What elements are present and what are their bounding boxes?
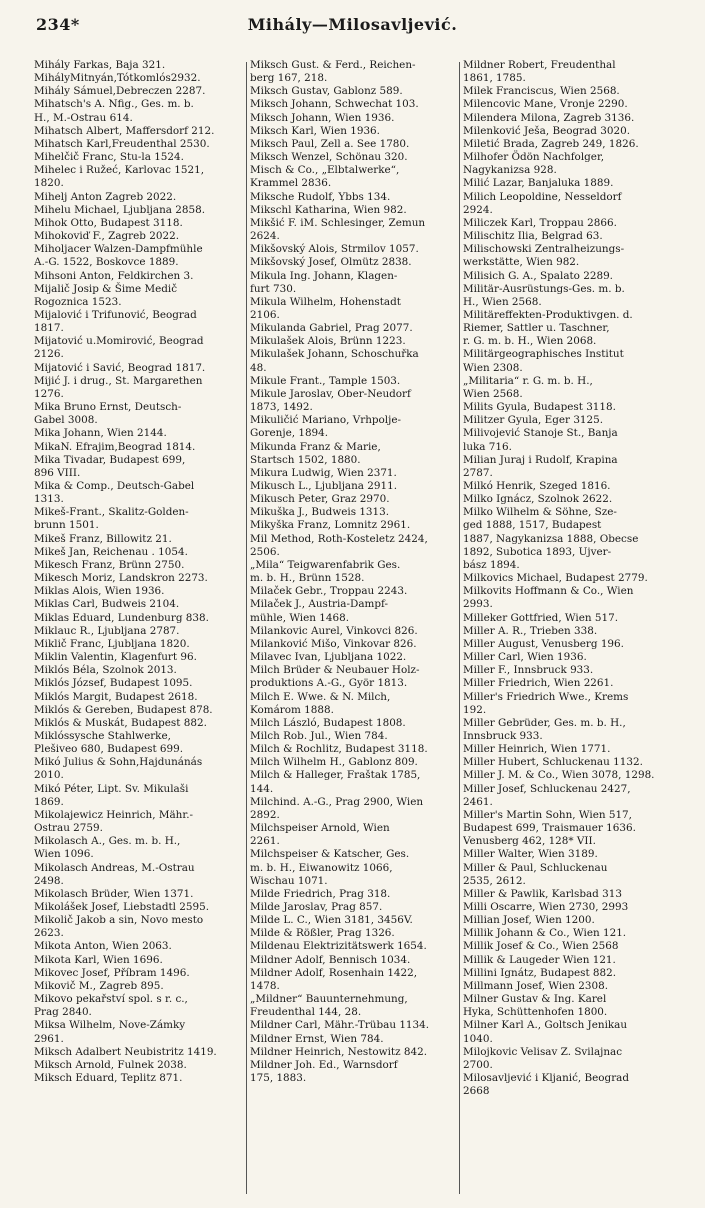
listing-line: Milivojević Stanoje St., Banja xyxy=(463,427,618,440)
listing-line: Mijić J. i drug., St. Margarethen xyxy=(34,374,203,387)
listing-line: Milchspeiser Arnold, Wien xyxy=(250,822,390,835)
listing-line: H., Wien 2568. xyxy=(463,295,542,308)
listing-line: werkstätte, Wien 982. xyxy=(463,256,580,269)
listing-line: Miller's Friedrich Wwe., Krems xyxy=(463,690,629,703)
listing-line: Mikolasch Brüder, Wien 1371. xyxy=(34,887,194,900)
listing-line: Miller Heinrich, Wien 1771. xyxy=(463,743,611,756)
listing-line: Mikula Wilhelm, Hohenstadt xyxy=(250,295,401,308)
listing-line: Milenković Ješa, Beograd 3020. xyxy=(463,124,630,137)
listing-line: Milencovic Mane, Vronje 2290. xyxy=(463,98,628,111)
listing-line: Mihály Farkas, Baja 321. xyxy=(34,59,166,71)
listing-line: Milch E. Wwe. & N. Milch, xyxy=(250,690,391,703)
listing-line: Milich Leopoldine, Nesseldorf xyxy=(463,190,622,203)
listing-line: Mikula Ing. Johann, Klagen- xyxy=(250,269,398,282)
listing-line: Miller A. R., Trieben 338. xyxy=(463,624,598,637)
listing-line: ged 1888, 1517, Budapest xyxy=(463,519,602,532)
listing-line: Mika & Comp., Deutsch-Gabel xyxy=(34,480,195,492)
listing-line: berg 167, 218. xyxy=(250,72,328,85)
listing-line: Milhofer Ödön Nachfolger, xyxy=(463,151,605,164)
listing-line: Prag 2840. xyxy=(34,1006,92,1019)
listing-line: Milner Gustav & Ing. Karel xyxy=(463,993,607,1006)
listing-line: Milendera Milona, Zagreb 3136. xyxy=(463,111,635,124)
listing-line: Mildenau Elektrizitätswerk 1654. xyxy=(250,940,427,953)
listing-line: Mihatsch Karl,Freudenthal 2530. xyxy=(34,137,210,150)
listing-line: 175, 1883. xyxy=(250,1072,307,1085)
listing-line: furt 730. xyxy=(250,282,297,295)
listing-line: Mihelu Michael, Ljubljana 2858. xyxy=(34,203,206,216)
listing-line: Milischowski Zentralheizungs- xyxy=(463,243,625,256)
listing-line: Miksch Arnold, Fulnek 2038. xyxy=(34,1058,187,1071)
listing-line: 896 VIII. xyxy=(34,466,81,479)
listing-line: Mikuličić Mariano, Vrhpolje- xyxy=(250,414,402,427)
column-divider xyxy=(246,62,247,1194)
listing-line: Krammel 2836. xyxy=(250,177,332,190)
listing-line: Miksch Eduard, Teplitz 871. xyxy=(34,1072,183,1085)
listing-line: Miklas Carl, Budweis 2104. xyxy=(34,598,180,611)
listing-line: Mildner Adolf, Bennisch 1034. xyxy=(250,953,411,966)
listing-line: Miller & Paul, Schluckenau xyxy=(463,861,608,874)
page-title: Mihály—Milosavljević. xyxy=(247,15,458,34)
listing-line: Mijalič Josip & Šime Medič xyxy=(34,282,178,295)
listing-line: Milch & Rochlitz, Budapest 3118. xyxy=(250,743,428,756)
listing-line: Miller Friedrich, Wien 2261. xyxy=(463,677,614,690)
listing-line: Mikšić F. iM. Schlesinger, Zemun xyxy=(250,216,426,229)
listing-line: Miller Hubert, Schluckenau 1132. xyxy=(463,756,643,769)
listing-line: Mijalović i Trifunović, Beograd xyxy=(34,308,197,321)
listing-line: Millik Johann & Co., Wien 121. xyxy=(463,927,627,940)
listing-line: Milić Lazar, Banjaluka 1889. xyxy=(463,177,614,190)
listing-line: Milkovits Hoffmann & Co., Wien xyxy=(463,585,634,598)
listing-line: Mika Bruno Ernst, Deutsch- xyxy=(34,401,182,414)
listing-line: Milde Jaroslav, Prag 857. xyxy=(250,901,383,913)
listing-line: Miklós József, Budapest 1095. xyxy=(34,677,193,690)
listing-line: Mildner Ernst, Wien 784. xyxy=(250,1032,384,1045)
listing-line: Miletić Brada, Zagreb 249, 1826. xyxy=(463,137,639,150)
listing-line: 1820. xyxy=(34,177,64,190)
listing-line: Miller & Pawlik, Karlsbad 313 xyxy=(463,887,622,900)
listing-line: Startsch 1502, 1880. xyxy=(250,453,361,466)
column-left xyxy=(34,59,244,1202)
listing-line: produktions A.-G., Györ 1813. xyxy=(250,677,408,690)
listing-line: Mihsoni Anton, Feldkirchen 3. xyxy=(34,269,194,282)
listing-line: 1861, 1785. xyxy=(463,72,526,85)
listing-line: Milankovic Aurel, Vinkovci 826. xyxy=(250,624,418,637)
listing-line: Mildner Carl, Mähr.-Trübau 1134. xyxy=(250,1019,430,1032)
listing-line: Miller Josef, Schluckenau 2427, xyxy=(463,782,631,795)
listing-line: Milleker Gottfried, Wien 517. xyxy=(463,611,619,624)
listing-line: Mikó Julius & Sohn,Hajdunánás xyxy=(34,756,203,769)
column-right xyxy=(463,59,677,1202)
listing-line: Mikovo pekařství spol. s r. c., xyxy=(34,993,188,1006)
listing-line: Milko Wilhelm & Söhne, Sze- xyxy=(463,506,617,519)
listing-line: Mikule Jaroslav, Ober-Neudorf xyxy=(250,387,411,400)
column-divider xyxy=(459,62,460,1194)
listing-line: 48. xyxy=(250,361,267,374)
listing-line: 2535, 2612. xyxy=(463,874,526,887)
listing-line: Mikolasch Andreas, M.-Ostrau xyxy=(34,861,195,874)
listing-line: Milch Rob. Jul., Wien 784. xyxy=(250,729,388,742)
listing-line: Mikeš Franz, Billowitz 21. xyxy=(34,532,172,545)
listing-line: Miksch Gustav, Gablonz 589. xyxy=(250,85,403,98)
listing-line: Milischitz Ilia, Belgrad 63. xyxy=(463,230,603,243)
listing-line: 1887, Nagykanizsa 1888, Obecse xyxy=(463,532,639,545)
listing-line: Milde L. C., Wien 3181, 3456V. xyxy=(250,914,413,927)
listing-line: Milojkovic Velisav Z. Svilajnac xyxy=(463,1045,623,1058)
listing-line: Mikule Frant., Tample 1503. xyxy=(250,374,401,387)
listing-line: Millmann Josef, Wien 2308. xyxy=(463,979,609,992)
listing-line: Milch & Halleger, Fraštak 1785, xyxy=(250,769,421,782)
listing-line: Venusberg 462, 128* VII. xyxy=(463,835,596,848)
listing-line: Mikeš Jan, Reichenau . 1054. xyxy=(34,545,188,558)
page-number: 234* xyxy=(36,15,80,34)
listing-line: Budapest 699, Traismauer 1636. xyxy=(463,822,636,835)
listing-line: Miklas Alois, Wien 1936. xyxy=(34,585,165,598)
listing-line: Miksch Gust. & Ferd., Reichen- xyxy=(250,59,416,71)
listing-line: „Mildner“ Bauunternehmung, xyxy=(250,993,408,1006)
listing-line: Miklós Margit, Budapest 2618. xyxy=(34,690,198,703)
listing-line: 2261. xyxy=(250,835,280,848)
listing-line: Gorenje, 1894. xyxy=(250,427,329,440)
listing-line: 2924. xyxy=(463,203,493,216)
listing-line: Mihály Sámuel,Debreczen 2287. xyxy=(34,85,206,98)
listing-line: Mikura Ludwig, Wien 2371. xyxy=(250,466,397,479)
listing-line: Mikschl Katharina, Wien 982. xyxy=(250,203,407,216)
listing-line: 2461. xyxy=(463,795,493,808)
listing-line: H., M.-Ostrau 614. xyxy=(34,111,133,124)
listing-line: Mikulašek Johann, Schoschuřka xyxy=(250,348,419,361)
listing-line: Mildner Robert, Freudenthal xyxy=(463,59,616,71)
listing-line: Mikšovský Josef, Olmütz 2838. xyxy=(250,256,412,269)
listing-line: Miklin Valentin, Klagenfurt 96. xyxy=(34,651,197,664)
listing-line: Wien 2308. xyxy=(463,361,523,374)
listing-line: Mikolič Jakob a sin, Novo mesto xyxy=(34,914,204,927)
listing-line: Miksch Karl, Wien 1936. xyxy=(250,124,380,137)
listing-line: Miller Gebrüder, Ges. m. b. H., xyxy=(463,716,626,729)
listing-line: Millian Josef, Wien 1200. xyxy=(463,914,595,927)
listing-line: Milaček J., Austria-Dampf- xyxy=(250,598,389,611)
listing-line: 2506. xyxy=(250,545,280,558)
listing-line: 1892, Subotica 1893, Ujver- xyxy=(463,545,612,558)
listing-line: Rogoznica 1523. xyxy=(34,295,122,308)
listing-line: m. b. H., Brünn 1528. xyxy=(250,572,365,585)
listing-line: Mihokoviď F., Zagreb 2022. xyxy=(34,230,179,243)
listing-line: bász 1894. xyxy=(463,558,520,571)
listing-line: Mihatsch Albert, Maffersdorf 212. xyxy=(34,124,215,137)
listing-line: Mihatsch's A. Nfig., Ges. m. b. xyxy=(34,98,194,111)
listing-line: 2126. xyxy=(34,348,64,361)
listing-line: brunn 1501. xyxy=(34,519,99,532)
listing-line: Mikota Anton, Wien 2063. xyxy=(34,940,172,953)
listing-line: Mikesch Moriz, Landskron 2273. xyxy=(34,572,208,585)
listing-line: Misch & Co., „Elbtalwerke“, xyxy=(250,164,400,177)
listing-line: Mikota Karl, Wien 1696. xyxy=(34,953,163,966)
listing-line: Miliczek Karl, Troppau 2866. xyxy=(463,216,617,229)
listing-line: Miller J. M. & Co., Wien 3078, 1298. xyxy=(463,769,655,782)
listing-line: MihályMitnyán,Tótkomlós2932. xyxy=(34,72,201,85)
listing-line: Mikolasch A., Ges. m. b. H., xyxy=(34,835,181,848)
listing-line: Mikuška J., Budweis 1313. xyxy=(250,506,390,519)
listing-line: Mikolajewicz Heinrich, Mähr.- xyxy=(34,808,194,821)
listing-line: Milli Oscarre, Wien 2730, 2993 xyxy=(463,901,629,913)
listing-line: Millik & Laugeder Wien 121. xyxy=(463,953,616,966)
listing-line: Mikesch Franz, Brünn 2750. xyxy=(34,558,185,571)
listing-line: Millini Ignátz, Budapest 882. xyxy=(463,966,617,979)
listing-line: Militärgeographisches Institut xyxy=(463,348,624,361)
listing-line: 1478. xyxy=(250,979,280,992)
listing-line: Mijatović i Savić, Beograd 1817. xyxy=(34,361,206,374)
listing-line: Komárom 1888. xyxy=(250,703,334,716)
listing-line: Innsbruck 933. xyxy=(463,729,543,742)
listing-line: Milavec Ivan, Ljubljana 1022. xyxy=(250,651,407,664)
listing-line: Mildner Heinrich, Nestowitz 842. xyxy=(250,1045,427,1058)
listing-line: Militäreffekten-Produktivgen. d. xyxy=(463,308,633,321)
listing-line: Mikulanda Gabriel, Prag 2077. xyxy=(250,322,413,335)
listing-line: „Militaria“ r. G. m. b. H., xyxy=(463,374,593,387)
listing-line: Miklós Béla, Szolnok 2013. xyxy=(34,664,177,677)
listing-line: Milits Gyula, Budapest 3118. xyxy=(463,401,616,414)
listing-line: 2106. xyxy=(250,308,280,321)
listing-line: Wien 1096. xyxy=(34,848,94,861)
listing-line: Militzer Gyula, Eger 3125. xyxy=(463,414,604,427)
listing-line: Mil Method, Roth-Kosteletz 2424, xyxy=(250,532,428,545)
listing-line: Miklauc R., Ljubljana 2787. xyxy=(34,624,180,637)
listing-line: Riemer, Sattler u. Taschner, xyxy=(463,322,610,335)
listing-line: Nagykanizsa 928. xyxy=(463,164,557,177)
page-header xyxy=(0,0,705,46)
listing-line: Milanković Mišo, Vinkovar 826. xyxy=(250,637,417,650)
listing-line: Miklós & Gereben, Budapest 878. xyxy=(34,703,213,716)
listing-line: Millik Josef & Co., Wien 2568 xyxy=(463,940,619,953)
listing-line: Mijatović u.Momirović, Beograd xyxy=(34,335,204,348)
listing-line: Mikusch Peter, Graz 2970. xyxy=(250,493,390,506)
listing-line: Wien 2568. xyxy=(463,387,523,400)
listing-line: 1040. xyxy=(463,1032,493,1045)
listing-line: 2498. xyxy=(34,874,64,887)
listing-line: Freudenthal 144, 28. xyxy=(250,1006,362,1019)
listing-line: Miller F., Innsbruck 933. xyxy=(463,664,594,677)
listing-line: Milchind. A.-G., Prag 2900, Wien xyxy=(250,795,424,808)
listing-line: 1873, 1492. xyxy=(250,401,313,414)
listing-line: 1869. xyxy=(34,795,64,808)
listing-line: m. b. H., Eiwanowitz 1066, xyxy=(250,861,393,874)
listing-line: Mihok Otto, Budapest 3118. xyxy=(34,216,183,229)
listing-line: Milek Franciscus, Wien 2568. xyxy=(463,85,620,98)
listing-line: Militär-Ausrüstungs-Ges. m. b. xyxy=(463,282,625,295)
listing-line: Milner Karl A., Goltsch Jenikau xyxy=(463,1019,628,1032)
listing-line: Plešiveo 680, Budapest 699. xyxy=(34,743,184,756)
listing-line: Mihelj Anton Zagreb 2022. xyxy=(34,190,177,203)
listing-line: Milaček Gebr., Troppau 2243. xyxy=(250,585,408,598)
listing-line: Miksa Wilhelm, Nove-Zámky xyxy=(34,1019,186,1032)
listing-line: 2787. xyxy=(463,466,493,479)
listing-line: Milian Juraj i Rudolf, Krapina xyxy=(463,453,618,466)
listing-line: Miklas Eduard, Lundenburg 838. xyxy=(34,611,209,624)
listing-line: Mikeš-Frant., Skalitz-Golden- xyxy=(34,506,189,519)
listing-line: Wischau 1071. xyxy=(250,874,328,887)
listing-line: 1276. xyxy=(34,387,64,400)
listing-line: Miklič Franc, Ljubljana 1820. xyxy=(34,637,190,650)
listing-line: Mikšovský Alois, Strmilov 1057. xyxy=(250,243,419,256)
listing-line: Milkovics Michael, Budapest 2779. xyxy=(463,572,648,585)
listing-line: Milosavljević i Kljanić, Beograd xyxy=(463,1072,630,1085)
listing-line: Mildner Joh. Ed., Warnsdorf xyxy=(250,1058,398,1071)
listing-line: Miksche Rudolf, Ybbs 134. xyxy=(250,190,391,203)
listing-line: 2624. xyxy=(250,230,280,243)
listing-line: Milde Friedrich, Prag 318. xyxy=(250,887,391,900)
listing-line: Mikulašek Alois, Brünn 1223. xyxy=(250,335,406,348)
listing-line: Mikolášek Josef, Liebstadtl 2595. xyxy=(34,901,210,913)
listing-line: Mikusch L., Ljubljana 2911. xyxy=(250,480,398,492)
listing-line: MikaN. Efrajim,Beograd 1814. xyxy=(34,440,196,453)
listing-line: Miller August, Venusberg 196. xyxy=(463,637,624,650)
listing-line: 2892. xyxy=(250,808,280,821)
listing-line: luka 716. xyxy=(463,440,512,453)
listing-line: 1817. xyxy=(34,322,64,335)
listing-line: A.-G. 1522, Boskovce 1889. xyxy=(34,256,179,269)
listing-line: Miklóssysche Stahlwerke, xyxy=(34,729,171,742)
listing-line: Miller Walter, Wien 3189. xyxy=(463,848,598,861)
listing-line: Milch Brüder & Neubauer Holz- xyxy=(250,664,420,677)
listing-line: Mika Tivadar, Budapest 699, xyxy=(34,453,186,466)
column-middle xyxy=(250,59,457,1202)
listing-line: Miksch Johann, Wien 1936. xyxy=(250,111,395,124)
listing-line: Milko Ignácz, Szolnok 2622. xyxy=(463,493,613,506)
listing-line: Mihelčič Franc, Stu-la 1524. xyxy=(34,151,184,164)
listing-line: Miklós & Muskát, Budapest 882. xyxy=(34,716,207,729)
listing-line: Milchspeiser & Katscher, Ges. xyxy=(250,848,410,861)
listing-line: Hyka, Schüttenhofen 1800. xyxy=(463,1006,608,1019)
listing-line: 2961. xyxy=(34,1032,64,1045)
listing-line: 2623. xyxy=(34,927,64,940)
listing-line: Mikovec Josef, Příbram 1496. xyxy=(34,966,190,979)
listing-line: 2700. xyxy=(463,1058,493,1071)
listing-line: 2668 xyxy=(463,1085,490,1098)
listing-line: mühle, Wien 1468. xyxy=(250,611,350,624)
listing-line: Mikyška Franz, Lomnitz 2961. xyxy=(250,519,411,532)
listing-line: „Mila“ Teigwarenfabrik Ges. xyxy=(250,558,401,571)
listing-line: Mika Johann, Wien 2144. xyxy=(34,427,167,440)
listing-line: Miksch Johann, Schwechat 103. xyxy=(250,98,419,111)
listing-line: 192. xyxy=(463,703,487,716)
listing-line: r. G. m. b. H., Wien 2068. xyxy=(463,335,597,348)
listing-line: 1313. xyxy=(34,493,64,506)
listing-line: Gabel 3008. xyxy=(34,414,98,427)
listing-line: Mikó Péter, Lipt. Sv. Mikulaši xyxy=(34,782,189,795)
listing-line: Mikovič M., Zagreb 895. xyxy=(34,979,164,992)
listing-line: Mildner Adolf, Rosenhain 1422, xyxy=(250,966,418,979)
listing-line: Miksch Wenzel, Schönau 320. xyxy=(250,151,408,164)
listing-line: Milch Wilhelm H., Gablonz 809. xyxy=(250,756,418,769)
listing-line: Miholjacer Walzen-Dampfmühle xyxy=(34,243,203,256)
listing-line: Miller Carl, Wien 1936. xyxy=(463,651,587,664)
listing-line: Miller's Martin Sohn, Wien 517, xyxy=(463,808,632,821)
listing-line: 144. xyxy=(250,782,274,795)
listing-line: 2010. xyxy=(34,769,64,782)
listing-line: Miksch Adalbert Neubistritz 1419. xyxy=(34,1045,217,1058)
listing-line: Milde & Rößler, Prag 1326. xyxy=(250,927,395,940)
listing-line: Miksch Paul, Zell a. See 1780. xyxy=(250,137,410,150)
listing-line: Milkó Henrik, Szeged 1816. xyxy=(463,480,611,492)
listing-line: Milisich G. A., Spalato 2289. xyxy=(463,269,613,282)
listing-line: Milch László, Budapest 1808. xyxy=(250,716,406,729)
listing-line: 2993. xyxy=(463,598,493,611)
listing-line: Mikunda Franz & Marie, xyxy=(250,440,381,453)
listing-line: Ostrau 2759. xyxy=(34,822,103,835)
listing-line: Mihelec i Ružeć, Karlovac 1521, xyxy=(34,164,205,177)
